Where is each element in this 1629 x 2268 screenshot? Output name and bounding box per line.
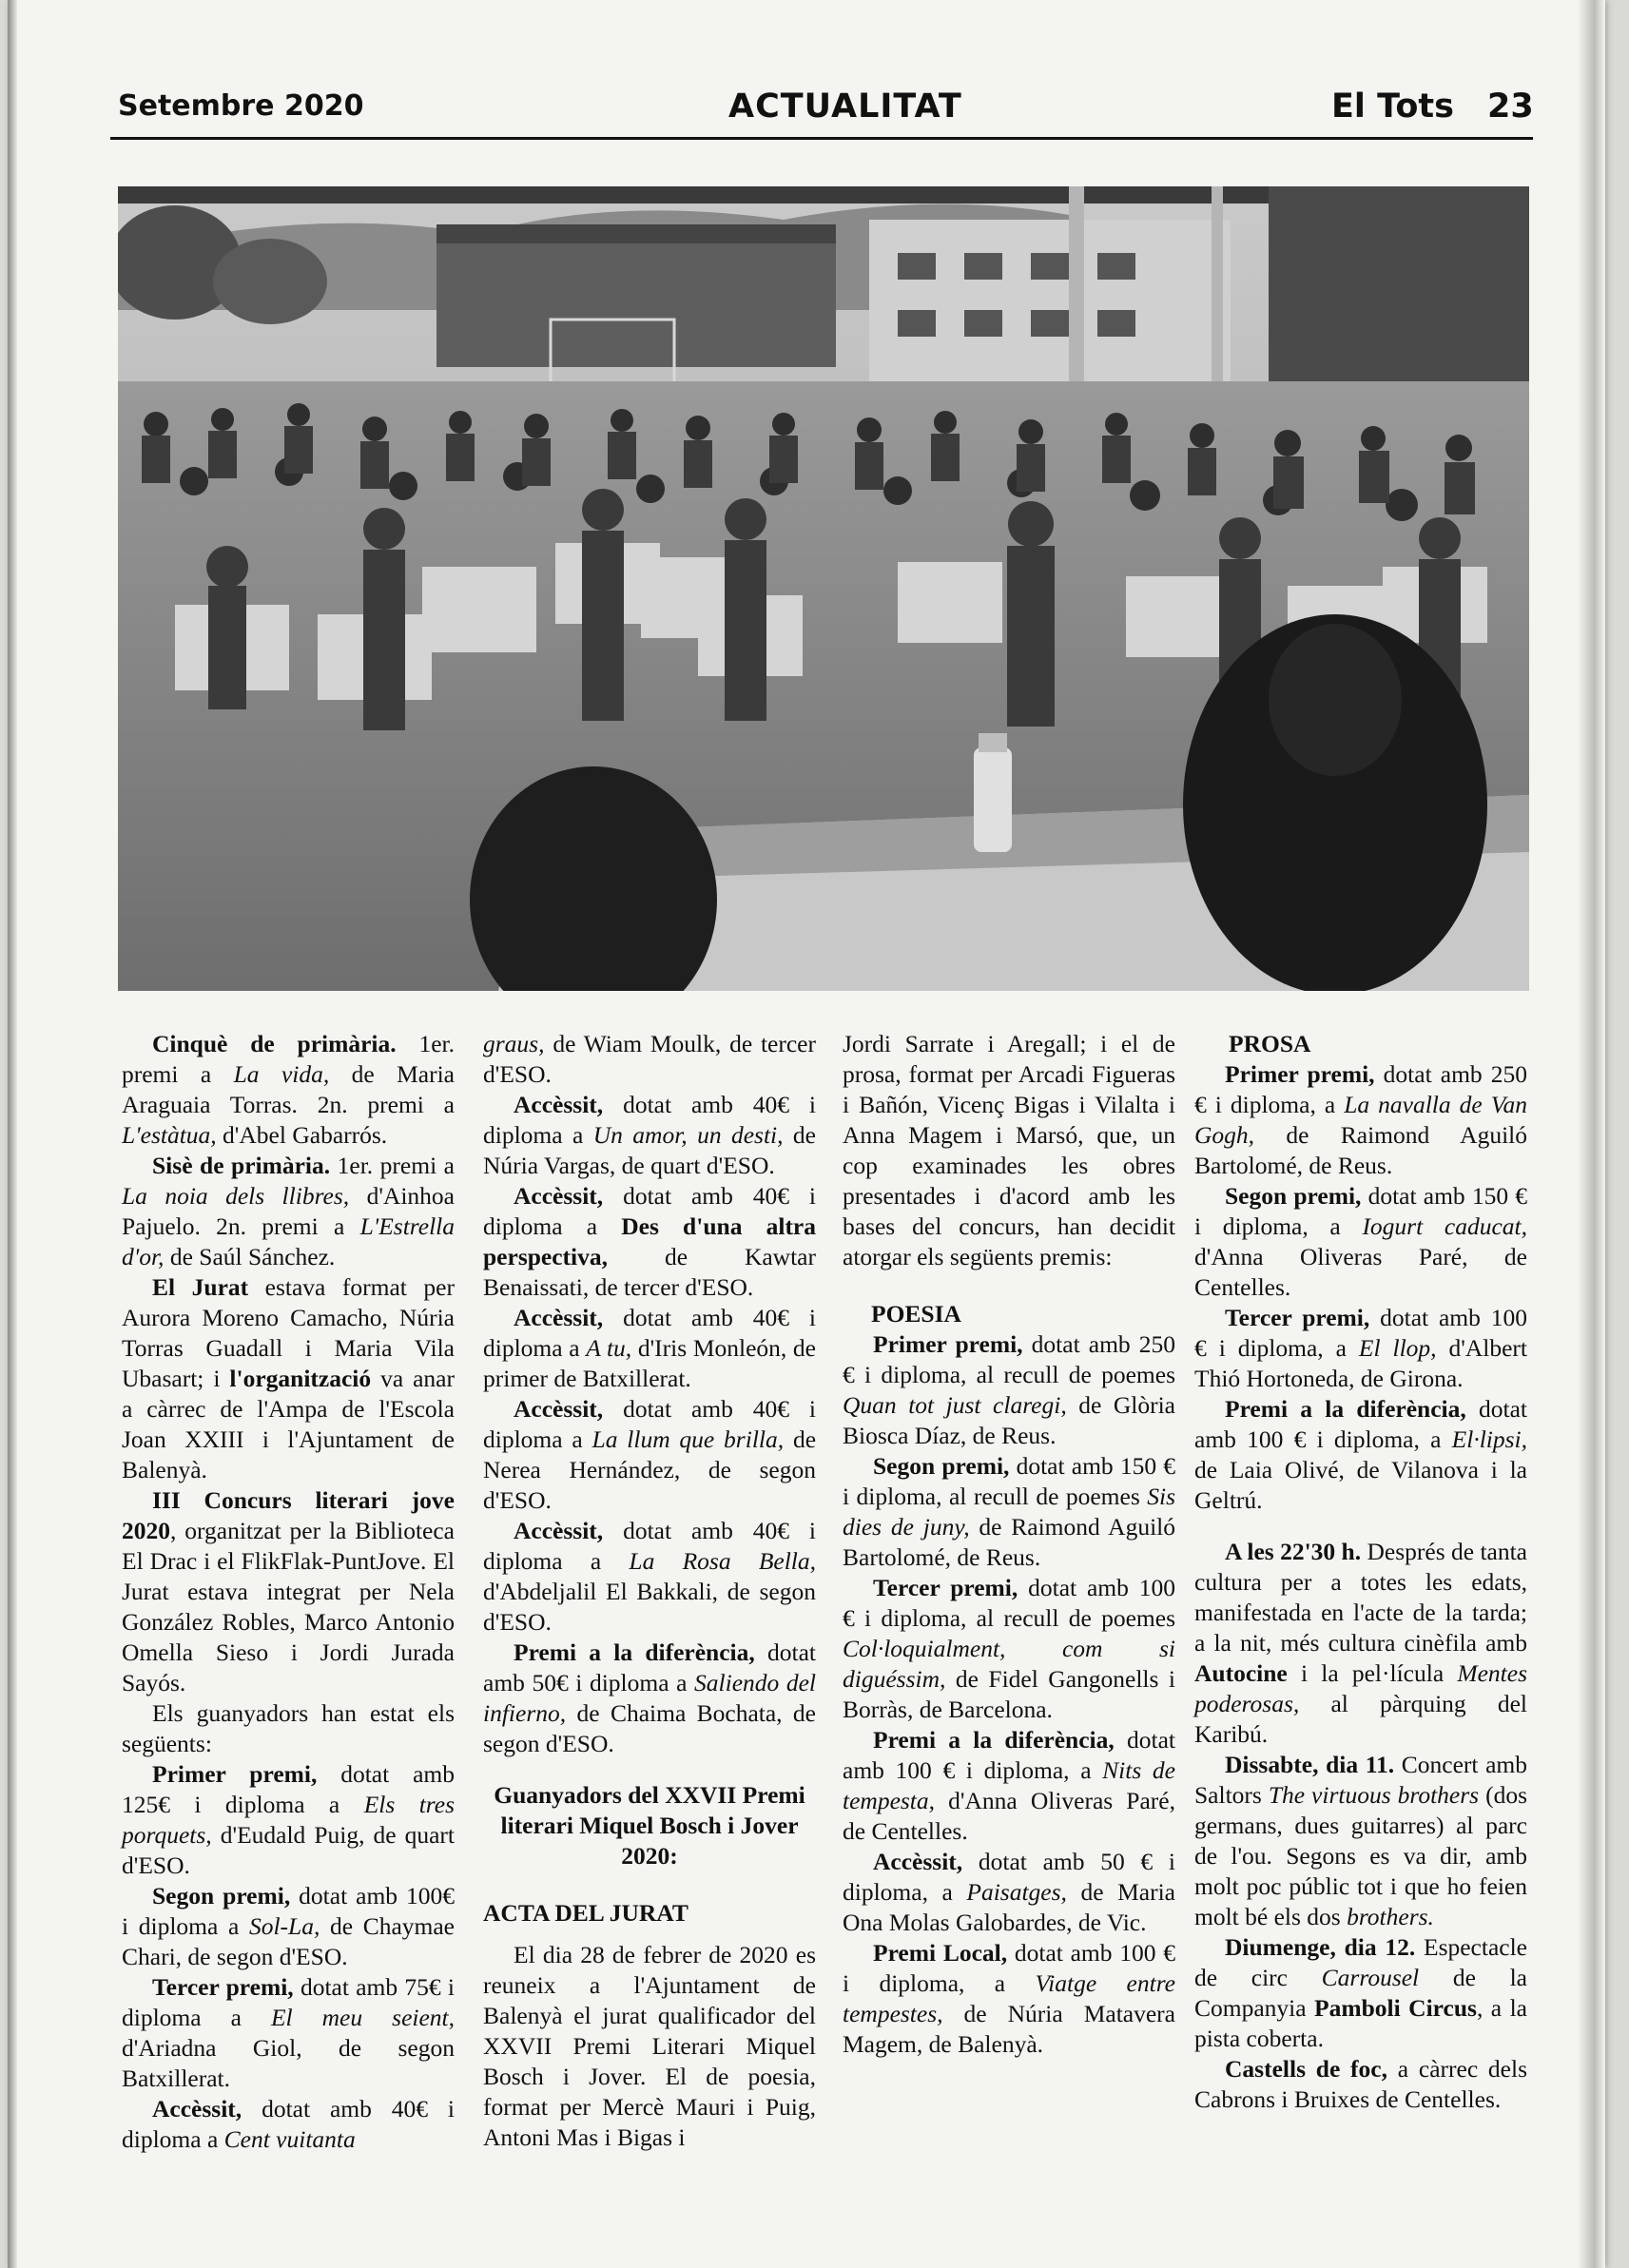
text-column-4	[1194, 1029, 1527, 2115]
paragraph	[122, 1698, 455, 1759]
text: dotat amb 40€ i diploma a	[483, 1182, 816, 1240]
text: d'Eudald Puig, de quart d'ESO.	[122, 1821, 455, 1879]
page-header	[110, 84, 1533, 141]
text: dotat amb 100 € i diploma, a	[843, 1726, 1175, 1784]
text: de Núria Matavera Magem, de Balenyà.	[843, 2000, 1175, 2058]
work-title: El meu seient,	[270, 2004, 456, 2031]
paragraph	[483, 1394, 816, 1516]
text-column-3	[843, 1029, 1175, 2060]
paragraph	[122, 1972, 455, 2094]
work-title: Els tres porquets,	[122, 1791, 456, 1849]
text: Jordi Sarrate i Aregall; i el de prosa, format per Arcadi Figueras i Bañón, Vicenç Bigas i Vilalta i Anna Magem i Marsó, que, un cop examinades les obres presentades i d'acord amb les bases del concurs, han decidit atorgar els següents premis:	[843, 1030, 1175, 1270]
bold-text: Pamboli Circus	[1314, 1994, 1477, 2022]
work-title: El·lipsi,	[1451, 1425, 1527, 1453]
lead-bold: Primer premi,	[873, 1330, 1023, 1358]
text: 1er. premi a	[122, 1030, 456, 1088]
text: de Maria Ona Molas Galobardes, de Vic.	[843, 1878, 1175, 1936]
work-title: La noia dels llibres,	[122, 1182, 350, 1210]
text: d'Albert Thió Hortoneda, de Girona.	[1194, 1334, 1527, 1392]
work-title: Cent vuitanta	[223, 2125, 356, 2153]
paragraph	[843, 1029, 1175, 1272]
text: de Raimond Aguiló Bartolomé, de Reus.	[1194, 1121, 1527, 1179]
text: , organitzat per la Biblioteca El Drac i el FlikFlak-PuntJove. El Jurat estava integrat per Nela González Robles, Marco Antonio Omella Sieso i Jordi Jurada Sayós.	[122, 1517, 455, 1696]
paragraph	[483, 1029, 816, 1090]
text: d'Ainhoa Pajuelo. 2n. premi a	[122, 1182, 455, 1240]
paragraph	[843, 1329, 1175, 1451]
section-heading-prosa: PROSA	[1229, 1030, 1311, 1057]
lead-bold: Castells de foc,	[1225, 2055, 1387, 2083]
text: de Fidel Gangonells i Borràs, de Barcelona.	[843, 1665, 1175, 1723]
header-page-number: 23	[1487, 87, 1534, 126]
paragraph	[843, 1847, 1175, 1938]
header-date: Setembre 2020	[118, 89, 364, 123]
text: de Maria Araguaia Torras. 2n. premi a	[122, 1060, 455, 1118]
paragraph	[843, 1451, 1175, 1573]
text: de Nerea Hernández, de segon d'ESO.	[483, 1425, 817, 1514]
text: de Chaymae Chari, de segon d'ESO.	[122, 1912, 455, 1970]
text: dotat amb 50 € i diploma, a	[843, 1848, 1175, 1906]
work-title: Viatge entre tempestes,	[843, 1969, 1175, 2027]
text-column-1	[122, 1029, 455, 2155]
work-title: Carrousel	[1321, 1964, 1420, 1991]
lead-bold: Accèssit,	[514, 1304, 604, 1331]
paragraph	[1194, 1059, 1527, 1181]
work-title: La llum que brilla,	[591, 1425, 785, 1453]
text: d'Anna Oliveras Paré, de Centelles.	[843, 1787, 1175, 1845]
lead-bold: Tercer premi,	[152, 1973, 294, 2001]
text: 1er. premi a	[330, 1152, 455, 1179]
bold-text: Autocine	[1194, 1659, 1288, 1687]
work-title: Quan tot just claregi,	[843, 1391, 1067, 1419]
text: dotat amb 250 € i diploma, al recull de poemes	[843, 1330, 1175, 1388]
text: dotat amb 40€ i diploma a	[483, 1395, 816, 1453]
text: dotat amb 100 € i diploma, al recull de poemes	[843, 1574, 1175, 1632]
lead-bold: Accèssit,	[873, 1848, 963, 1875]
lead-bold: Premi a la diferència,	[1225, 1395, 1466, 1423]
work-title: brothers.	[1347, 1903, 1434, 1930]
paragraph	[483, 1090, 816, 1181]
work-title: The virtuous brothers	[1268, 1781, 1480, 1809]
paragraph	[483, 1516, 816, 1638]
text: va anar a càrrec de l'Ampa de l'Escola Joan XXIII i l'Ajuntament de Balenyà.	[122, 1365, 455, 1483]
paragraph	[122, 2094, 455, 2155]
work-title: Paisatges,	[966, 1878, 1067, 1906]
magazine-page	[8, 0, 1605, 2268]
text: estava format per Aurora Moreno Camacho, Núria Torras Guadall i Maria Vila Ubasart; i	[122, 1273, 455, 1392]
paragraph	[122, 1759, 455, 1881]
text: d'Abdeljalil El Bakkali, de segon d'ESO.	[483, 1578, 816, 1636]
work-title: Sol-La,	[248, 1912, 320, 1940]
text: dotat amb 150 € i diploma, a	[1194, 1182, 1527, 1240]
text: a càrrec dels Cabrons i Bruixes de Centelles.	[1194, 2055, 1527, 2113]
section-heading-poesia: POESIA	[871, 1300, 961, 1328]
text: de Kawtar Benaissati, de tercer d'ESO.	[483, 1243, 816, 1301]
lead-bold: Accèssit,	[152, 2095, 242, 2123]
text: d'Abel Gabarrós.	[216, 1121, 388, 1149]
lead-bold: Cinquè de primària.	[152, 1030, 397, 1057]
text: de Chaima Bochata, de segon d'ESO.	[483, 1699, 816, 1757]
text: de la Companyia	[1194, 1964, 1527, 2022]
page-edge-right	[1579, 0, 1605, 2268]
lead-bold: Accèssit,	[514, 1395, 604, 1423]
text: dotat amb 125€ i diploma a	[122, 1760, 455, 1818]
text: Espectacle de circ	[1194, 1933, 1527, 1991]
work-title: Saliendo del infierno,	[483, 1669, 816, 1727]
text: de Saúl Sánchez.	[164, 1243, 336, 1270]
work-title: L'estàtua,	[122, 1121, 217, 1149]
lead-bold: Segon premi,	[1225, 1182, 1362, 1210]
paragraph	[483, 1638, 816, 1759]
work-title: L'Estrella d'or,	[122, 1212, 455, 1270]
work-title: La vida,	[233, 1060, 330, 1088]
lead-bold: Segon premi,	[873, 1452, 1010, 1480]
text: El dia 28 de febrer de 2020 es reuneix a l'Ajuntament de Balenyà el jurat qualificador del XXVII Premi Literari Miquel Bosch i Jover. El de poesia, format per Mercè Mauri i Puig, Antoni Mas i Bigas i	[483, 1941, 816, 2151]
header-rule	[110, 137, 1533, 140]
bold-text: l'organització	[229, 1365, 372, 1392]
section-heading: Guanyadors del XXVII Premi literari Miquel Bosch i Jover 2020:	[494, 1781, 805, 1870]
text: dotat amb 100€ i diploma a	[122, 1882, 456, 1940]
lead-bold: Accèssit,	[514, 1182, 604, 1210]
text: de Núria Vargas, de quart d'ESO.	[483, 1121, 816, 1179]
lead-bold: Diumenge, dia 12.	[1225, 1933, 1416, 1961]
work-title: A tu,	[586, 1334, 632, 1362]
text: Els guanyadors han estat els següents:	[122, 1699, 455, 1757]
section-heading-acta: ACTA DEL JURAT	[483, 1899, 688, 1927]
paragraph	[1194, 1303, 1527, 1394]
work-title: La navalla de Van Gogh,	[1194, 1091, 1527, 1149]
paragraph	[1194, 2054, 1527, 2115]
paragraph	[483, 1940, 816, 2153]
lead-bold: Premi a la diferència,	[873, 1726, 1115, 1754]
paragraph	[843, 1938, 1175, 2060]
work-title: El llop,	[1358, 1334, 1437, 1362]
lead-bold: Tercer premi,	[1225, 1304, 1370, 1331]
paragraph	[1194, 1181, 1527, 1303]
header-publication: El Tots	[1331, 87, 1454, 126]
text: Després de tanta cultura per a totes les edats, manifestada en l'acte de la tarda; a la nit, més cultura cinèfila amb	[1194, 1538, 1527, 1657]
lead-bold: Tercer premi,	[873, 1574, 1018, 1601]
text: dotat amb 40€ i diploma a	[483, 1304, 816, 1362]
paragraph	[483, 1303, 816, 1394]
lead-bold: Primer premi,	[152, 1760, 318, 1788]
text: dotat amb 150 € i diploma, al recull de poemes	[843, 1452, 1175, 1510]
lead-bold: El Jurat	[152, 1273, 249, 1301]
paragraph	[122, 1151, 455, 1272]
work-title: Un amor, un desti,	[592, 1121, 784, 1149]
lead-bold: Sisè de primària.	[152, 1152, 331, 1179]
photo-award-ceremony	[118, 186, 1529, 991]
lead-bold: Segon premi,	[152, 1882, 291, 1909]
lead-bold: Accèssit,	[514, 1091, 604, 1118]
paragraph	[843, 1573, 1175, 1725]
text: dotat amb 100 € i diploma, a	[1194, 1395, 1527, 1453]
text: i la pel·lícula	[1287, 1659, 1458, 1687]
work-title: Des d'una altra perspectiva,	[483, 1212, 817, 1270]
text: de Laia Olivé, de Vilanova i la Geltrú.	[1194, 1456, 1527, 1514]
text: al pàrquing del Karibú.	[1194, 1690, 1527, 1748]
text: dotat amb 40€ i diploma a	[483, 1517, 816, 1575]
text: dotat amb 100 € i diploma, a	[1194, 1304, 1527, 1362]
lead-bold: III Concurs literari jove 2020	[122, 1486, 455, 1544]
work-title: graus,	[483, 1030, 545, 1057]
text: de Wiam Moulk, de tercer d'ESO.	[483, 1030, 816, 1088]
work-title: Nits de tempesta,	[843, 1756, 1175, 1814]
text: dotat amb 40€ i diploma a	[122, 2095, 455, 2153]
text: (dos germans, dues guitarres) al parc de l'ou. Segons es va dir, amb molt poc públic tot i que ho feien molt bé els dos	[1194, 1781, 1528, 1930]
lead-bold: Premi Local,	[873, 1939, 1008, 1967]
text: de Raimond Aguiló Bartolomé, de Reus.	[843, 1513, 1175, 1571]
work-title: La Rosa Bella,	[629, 1547, 817, 1575]
paragraph	[483, 1181, 816, 1303]
paragraph	[1194, 1932, 1527, 2054]
text: dotat amb 250 € i diploma, a	[1194, 1060, 1527, 1118]
text: d'Ariadna Giol, de segon Batxillerat.	[122, 2034, 455, 2092]
work-title: Mentes poderosas,	[1194, 1659, 1527, 1717]
paragraph	[1194, 1394, 1527, 1516]
work-title: Sis dies de juny,	[843, 1483, 1175, 1541]
paragraph	[843, 1725, 1175, 1847]
text: d'Anna Oliveras Paré, de Centelles.	[1194, 1243, 1527, 1301]
photo-image	[118, 186, 1529, 991]
paragraph	[1194, 1750, 1527, 1932]
lead-bold: Accèssit,	[514, 1517, 604, 1544]
text: dotat amb 50€ i diploma a	[483, 1638, 816, 1696]
text: dotat amb 75€ i diploma a	[122, 1973, 455, 2031]
text: d'Iris Monleón, de primer de Batxillerat.	[483, 1334, 817, 1392]
work-title: Col·loquialment, com si diguéssim,	[843, 1635, 1175, 1693]
paragraph	[122, 1485, 455, 1698]
paragraph	[122, 1881, 455, 1972]
work-title: Iogurt caducat,	[1362, 1212, 1527, 1240]
lead-bold: Dissabte, dia 11.	[1225, 1751, 1395, 1778]
text: dotat amb 100 € i diploma, a	[843, 1939, 1176, 1997]
text: de Glòria Biosca Díaz, de Reus.	[843, 1391, 1175, 1449]
text: , a la pista coberta.	[1194, 1994, 1527, 2052]
paragraph	[1194, 1537, 1527, 1750]
lead-bold: A les 22'30 h.	[1225, 1538, 1362, 1565]
text: dotat amb 40€ i diploma a	[483, 1091, 816, 1149]
paragraph	[122, 1029, 455, 1151]
lead-bold: Premi a la diferència,	[514, 1638, 755, 1666]
page-edge-shadow	[8, 0, 17, 2268]
paragraph	[122, 1272, 455, 1485]
lead-bold: Primer premi,	[1225, 1060, 1375, 1088]
text: Concert amb Saltors	[1194, 1751, 1528, 1809]
text-column-2	[483, 1029, 816, 2153]
header-section: ACTUALITAT	[728, 87, 962, 126]
